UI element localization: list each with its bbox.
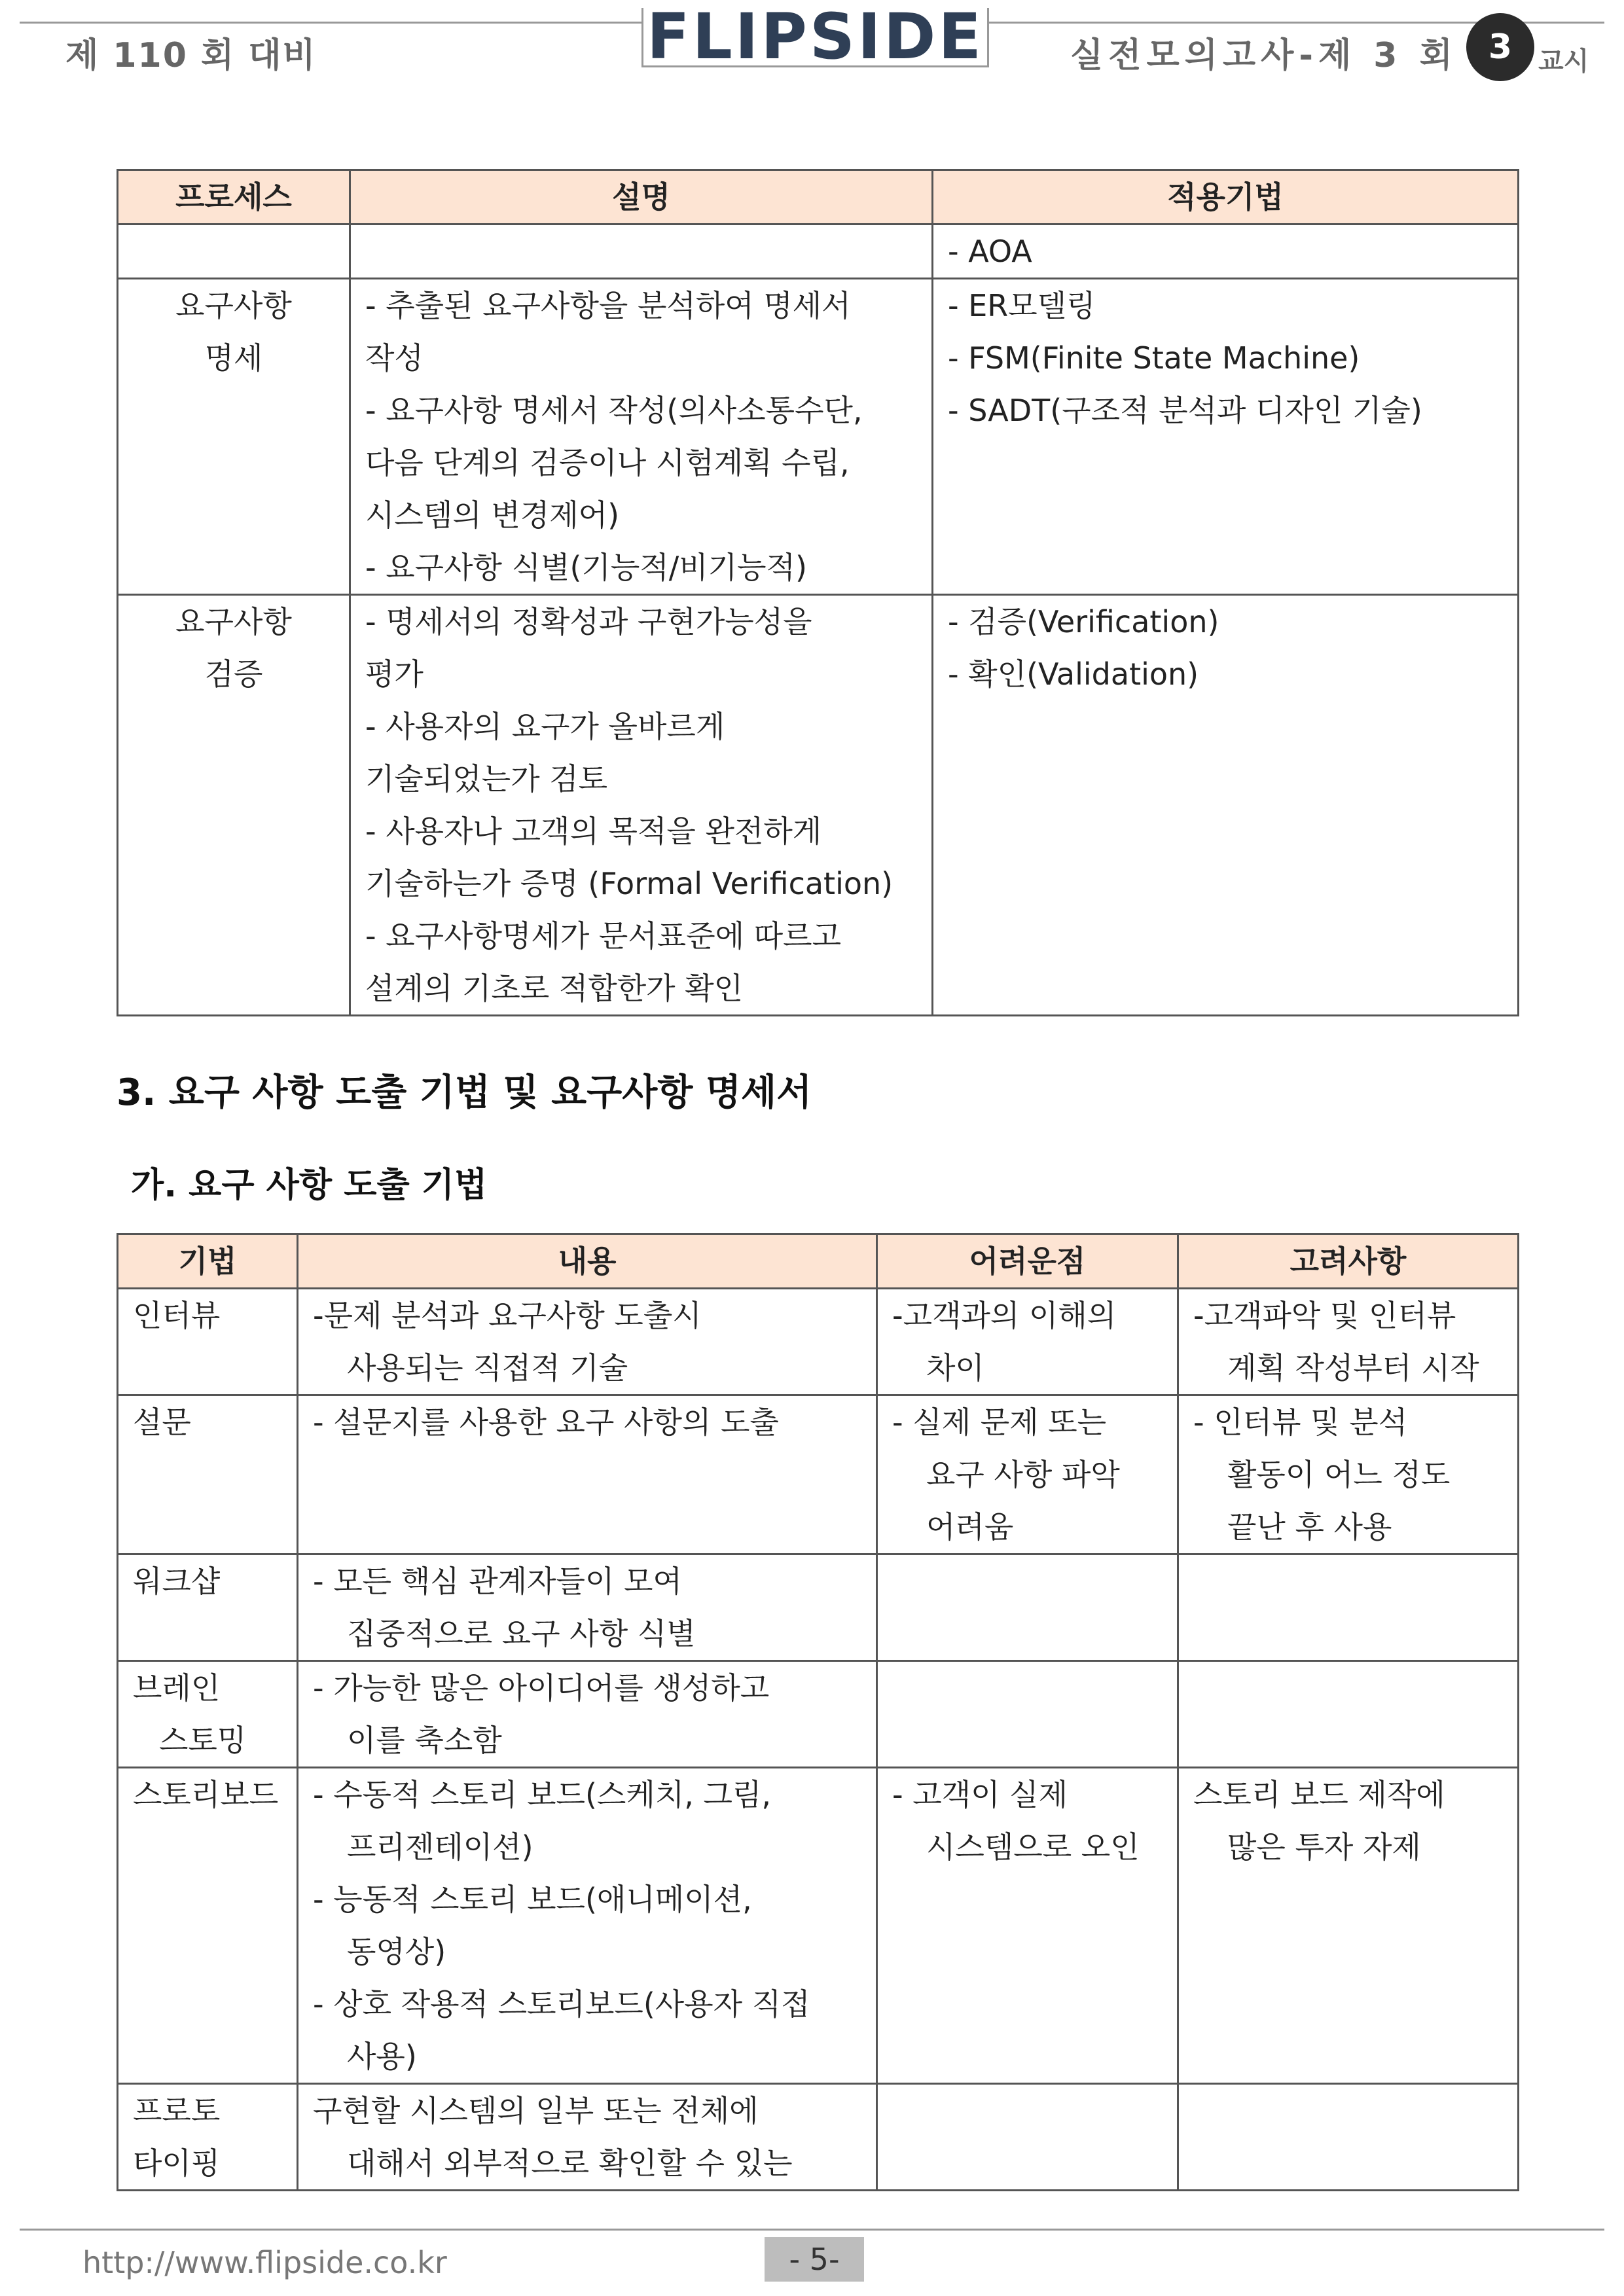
logo-text: FLIPSIDE [647,0,984,73]
description-cell [350,279,933,595]
cell-line: 명세 [204,340,263,376]
cell-line: 시스템으로 오인 [926,1829,1140,1865]
cell-line: -문제 분석과 요구사항 도출시 [313,1298,702,1333]
table-row [118,1289,1519,1395]
footer-url: http://www.flipside.co.kr [82,2245,447,2280]
cell-line: 프로토 [133,2093,221,2128]
cell-line: -고객파악 및 인터뷰 [1193,1298,1456,1333]
technique-cell [118,1554,298,1661]
cell-line: - 요구사항 식별(기능적/비기능적) [365,550,807,585]
cell-line: 스토리보드 [133,1777,279,1812]
column-header: 어려운점 [877,1234,1178,1289]
cell-line: - FSM(Finite State Machine) [948,340,1360,376]
period-badge: 3 [1466,13,1534,81]
table-header-row [118,1234,1519,1289]
table-row [118,224,1519,279]
table-row [118,1661,1519,1768]
cell-line: 구현할 시스템의 일부 또는 전체에 [313,2093,759,2128]
table-row [118,1768,1519,2084]
elicitation-techniques-table [117,1233,1519,2191]
consideration-cell [1178,1554,1519,1661]
content-cell [298,1289,877,1395]
cell-line: 기술하는가 증명 (Formal Verification) [365,866,893,901]
cell-line: 스토리 보드 제작에 [1193,1777,1445,1812]
cell-line: 사용되는 직접적 기술 [347,1350,628,1386]
cell-line: -고객과의 이해의 [892,1298,1117,1333]
cell-line: - 능동적 스토리 보드(애니메이션, [313,1882,752,1917]
exam-title: 실전모의고사-제 3 회 [1070,36,1458,75]
column-header: 설명 [350,170,933,224]
cell-line: - 요구사항 명세서 작성(의사소통수단, [365,393,863,428]
technique-cell [118,1395,298,1554]
column-header: 프로세스 [118,170,350,224]
techniques-cell [933,279,1519,595]
cell-line: - ER모델링 [948,288,1096,323]
exam-label: 제 110 회 대비 [65,36,317,75]
consideration-cell [1178,1661,1519,1768]
process-cell [118,595,350,1016]
table-row [118,595,1519,1016]
cell-line: - 추출된 요구사항을 분석하여 명세서 [365,288,851,323]
cell-line: - 가능한 많은 아이디어를 생성하고 [313,1670,770,1706]
cell-line: 어려움 [926,1509,1014,1545]
table-row [118,279,1519,595]
cell-line: 인터뷰 [133,1298,221,1333]
techniques-cell [933,595,1519,1016]
difficulty-cell [877,1289,1178,1395]
consideration-cell [1178,1768,1519,2084]
cell-line: - 확인(Validation) [948,656,1199,692]
column-header: 고려사항 [1178,1234,1519,1289]
column-header: 기법 [118,1234,298,1289]
cell-line: 프리젠테이션) [347,1829,533,1865]
cell-line: - 실제 문제 또는 [892,1405,1107,1440]
technique-cell [118,1661,298,1768]
cell-line: 시스템의 변경제어) [365,497,620,533]
technique-cell [118,1768,298,2084]
cell-line: 평가 [365,656,424,692]
cell-line: - 사용자나 고객의 목적을 완전하게 [365,814,822,849]
cell-line: 설계의 기초로 적합한가 확인 [365,971,744,1006]
cell-line: - 상호 작용적 스토리보드(사용자 직접 [313,1986,810,2022]
cell-line: - 요구사항명세가 문서표준에 따르고 [365,918,842,954]
table-row [118,2084,1519,2191]
cell-line: 워크샵 [133,1564,221,1599]
table-header-row [118,170,1519,224]
cell-line: 스토밍 [159,1723,247,1758]
cell-line: 대해서 외부적으로 확인할 수 있는 [347,2145,793,2181]
cell-line: - AOA [948,234,1032,269]
cell-line: 요구사항 [175,288,292,323]
table-row [118,1554,1519,1661]
cell-line: 끝난 후 사용 [1227,1509,1392,1545]
page-number: - 5- [765,2237,864,2282]
difficulty-cell [877,1661,1178,1768]
cell-line: 활동이 어느 정도 [1227,1457,1451,1492]
process-cell [118,224,350,279]
description-cell [350,224,933,279]
technique-cell [118,1289,298,1395]
cell-line: - 설문지를 사용한 요구 사항의 도출 [313,1405,779,1440]
cell-line: 계획 작성부터 시작 [1227,1350,1479,1386]
technique-cell [118,2084,298,2191]
content-cell [298,2084,877,2191]
content-cell [298,1768,877,2084]
cell-line: - 고객이 실제 [892,1777,1068,1812]
techniques-cell [933,224,1519,279]
process-table [117,169,1519,1016]
difficulty-cell [877,1554,1178,1661]
cell-line: 많은 투자 자제 [1227,1829,1421,1865]
cell-line: 작성 [365,340,424,376]
cell-line: - 모든 핵심 관계자들이 모여 [313,1564,682,1599]
cell-line: 기술되었는가 검토 [365,761,608,797]
cell-line: 동영상) [347,1934,446,1969]
footer-rule [20,2229,1604,2231]
content-cell [298,1395,877,1554]
consideration-cell [1178,2084,1519,2191]
logo [641,0,989,73]
cell-line: - SADT(구조적 분석과 디자인 기술) [948,393,1422,428]
cell-line: - 명세서의 정확성과 구현가능성을 [365,604,812,639]
content-cell [298,1661,877,1768]
subsection-heading: 가. 요구 사항 도출 기법 [131,1166,488,1205]
cell-line: 다음 단계의 검증이나 시험계획 수립, [365,445,850,480]
content-cell [298,1554,877,1661]
section-heading: 3. 요구 사항 도출 기법 및 요구사항 명세서 [117,1071,812,1114]
difficulty-cell [877,1395,1178,1554]
difficulty-cell [877,2084,1178,2191]
cell-line: 브레인 [133,1670,221,1706]
consideration-cell [1178,1395,1519,1554]
cell-line: 집중적으로 요구 사항 식별 [347,1616,696,1651]
table-row [118,1395,1519,1554]
cell-line: 설문 [133,1405,191,1440]
cell-line: - 검증(Verification) [948,604,1219,639]
cell-line: 타이핑 [133,2145,221,2181]
consideration-cell [1178,1289,1519,1395]
description-cell [350,595,933,1016]
cell-line: 이를 축소함 [347,1723,502,1758]
cell-line: 요구 사항 파악 [926,1457,1120,1492]
cell-line: 차이 [926,1350,984,1386]
cell-line: - 인터뷰 및 분석 [1193,1405,1408,1440]
difficulty-cell [877,1768,1178,2084]
period-label: 교시 [1538,46,1589,77]
column-header: 적용기법 [933,170,1519,224]
process-cell [118,279,350,595]
cell-line: 요구사항 [175,604,292,639]
column-header: 내용 [298,1234,877,1289]
cell-line: 사용) [347,2039,417,2074]
cell-line: - 사용자의 요구가 올바르게 [365,709,725,744]
cell-line: - 수동적 스토리 보드(스케치, 그림, [313,1777,771,1812]
cell-line: 검증 [204,656,263,692]
